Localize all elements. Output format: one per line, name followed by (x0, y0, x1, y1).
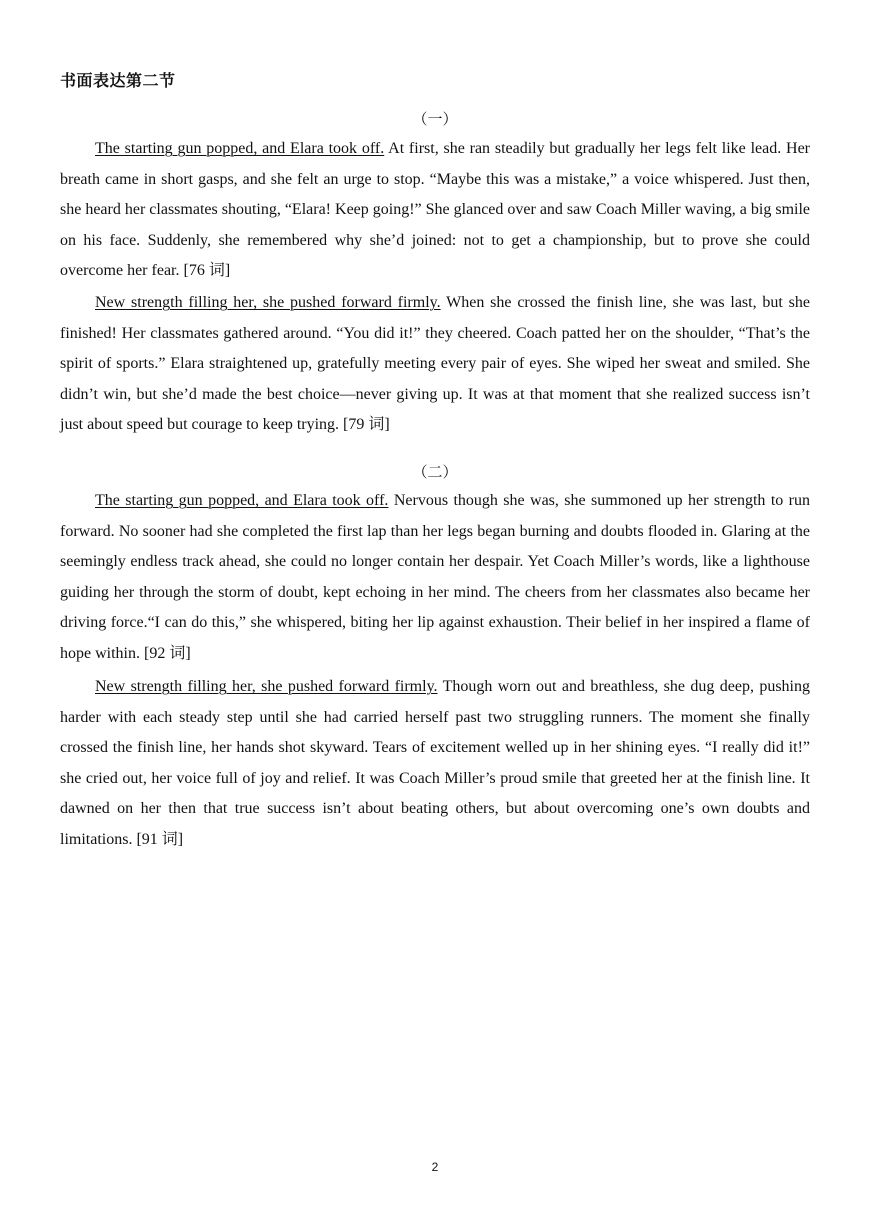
given-opening-sentence: New strength filling her, she pushed forward firmly. (95, 678, 438, 695)
page-number: 2 (431, 1160, 439, 1174)
essay-1-paragraph-1 (60, 134, 810, 287)
given-opening-sentence: The starting gun popped, and Elara took off. (95, 492, 389, 509)
part-label-2: （二） (412, 463, 458, 481)
paragraph-body: Though worn out and breathless, she dug deep, pushing harder with each steady step until she had carried herself past two struggling runners. The moment she finally crossed the finish line, her hands shot skyward. Tears of excitement welled up in her shining eyes. “I really did it!” she cried out, her voice full of joy and relief. It was Coach Miller’s proud smile that greeted her at the finish line. It dawned on her then that true success isn’t about beating others, but about overcoming one’s own doubts and limitations. (60, 678, 810, 848)
given-opening-sentence: New strength filling her, she pushed forward firmly. (95, 294, 441, 311)
essay-2-paragraph-2 (60, 672, 810, 855)
word-count: [76 词] (183, 262, 231, 279)
paragraph-body: Nervous though she was, she summoned up her strength to run forward. No sooner had she completed the first lap than her legs began burning and doubts flooded in. Glaring at the seemingly endless track ahead, she could no longer contain her despair. Yet Coach Miller’s words, like a lighthouse guiding her through the storm of doubt, kept echoing in her mind. The cheers from her classmates also became her driving force.“I can do this,” she whispered, biting her lip against exhaustion. Their belief in her inspired a flame of hope within. (60, 492, 811, 662)
section-heading: 书面表达第二节 (60, 71, 176, 90)
word-count: [92 词] (144, 644, 191, 662)
essay-1-paragraph-2 (60, 288, 810, 441)
word-count: [79 词] (343, 416, 390, 433)
essay-2-paragraph-1 (60, 486, 810, 669)
part-label-1: （一） (412, 110, 458, 128)
given-opening-sentence: The starting gun popped, and Elara took off. (95, 140, 385, 157)
paragraph-body: When she crossed the finish line, she was last, but she finished! Her classmates gathered around. “You did it!” they cheered. Coach patted her on the shoulder, “That’s the spirit of sports.” Elara straightened up, gratefully meeting every pair of eyes. She wiped her sweat and smiled. She didn’t win, but she’d made the best choice—never giving up. It was at that moment that she realized success isn’t just about speed but courage to keep trying. (60, 294, 811, 433)
word-count: [91 词] (136, 830, 184, 848)
paragraph-body: At first, she ran steadily but gradually her legs felt like lead. Her breath came in short gasps, and she felt an urge to stop. “Maybe this was a mistake,” a voice whispered. Just then, she heard her classmates shouting, “Elara! Keep going!” She glanced over and saw Coach Miller waving, a big smile on his face. Suddenly, she remembered why she’d joined: not to get a championship, but to prove she could overcome her fear. (60, 140, 811, 279)
